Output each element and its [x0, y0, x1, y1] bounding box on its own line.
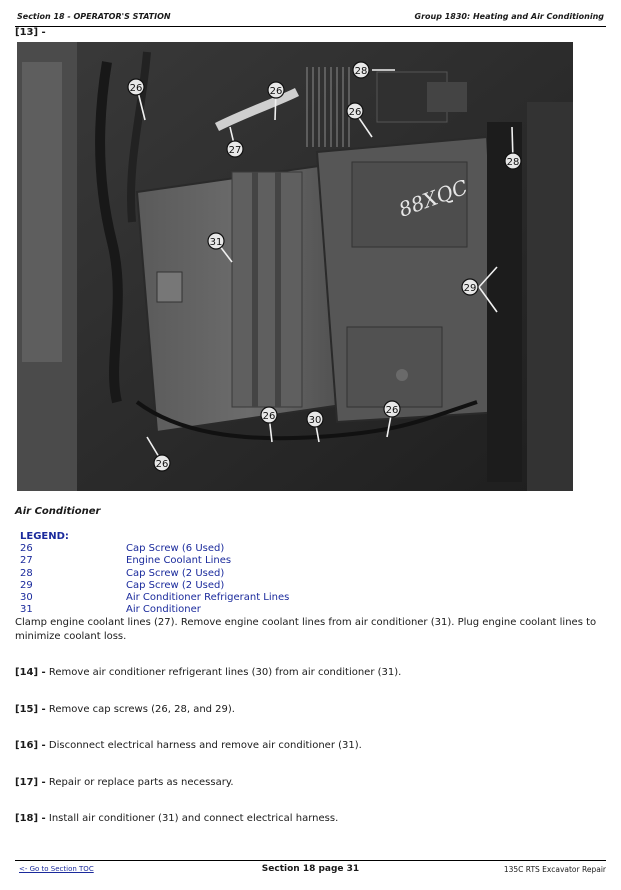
manual-title: 135C RTS Excavator Repair	[503, 865, 606, 874]
svg-text:26: 26	[385, 405, 399, 416]
callout-30	[307, 411, 323, 427]
callout-28-a	[353, 62, 369, 78]
step-14: [14] - Remove air conditioner refrigerant lines (30) from air conditioner (31).	[15, 667, 402, 678]
photo-illustration	[17, 42, 573, 491]
callout-31	[208, 233, 224, 249]
svg-text:26: 26	[348, 107, 362, 118]
legend-item: 26 Cap Screw (6 Used)	[20, 543, 225, 554]
legend	[20, 531, 289, 617]
callout-26-a	[128, 79, 144, 95]
page-number: Section 18 page 31	[261, 864, 360, 874]
callout-26-d	[261, 407, 277, 423]
page-footer	[15, 860, 606, 881]
step-16: [16] - Disconnect electrical harness and remove air conditioner (31).	[15, 740, 362, 751]
callout-26-f	[154, 455, 170, 471]
step-15: [15] - Remove cap screws (26, 28, and 29).	[15, 704, 235, 715]
intro-paragraph: Clamp engine coolant lines (27). Remove engine coolant lines from air conditioner (31). Plug engine coolant lines to minimize coolant loss.	[15, 617, 597, 642]
figure-title: Air Conditioner	[15, 506, 101, 517]
legend-item: 27 Engine Coolant Lines	[20, 555, 232, 567]
svg-text:29: 29	[463, 283, 477, 294]
legend-item: 30 Air Conditioner Refrigerant Lines	[20, 592, 290, 604]
legend-item: 31 Air Conditioner	[20, 604, 201, 616]
svg-text:28: 28	[506, 157, 520, 168]
callout-29	[462, 279, 478, 295]
group-title: Group 1830: Heating and Air Conditioning	[414, 12, 604, 21]
callout-26-b	[268, 82, 284, 98]
callout-28-b	[505, 153, 521, 169]
handwritten-marking: 88XQC	[395, 174, 471, 222]
svg-text:26: 26	[155, 459, 169, 470]
callout-27	[227, 141, 243, 157]
callout-26-c	[347, 103, 363, 119]
svg-text:27: 27	[228, 145, 242, 156]
legend-title: LEGEND:	[20, 531, 69, 542]
svg-text:26: 26	[129, 83, 143, 94]
section-title: Section 18 - OPERATOR'S STATION	[17, 12, 171, 21]
svg-text:28: 28	[354, 66, 368, 77]
step-18: [18] - Install air conditioner (31) and connect electrical harness.	[15, 813, 339, 824]
air-conditioner-photo	[17, 42, 573, 491]
page-header	[15, 10, 606, 27]
svg-text:30: 30	[308, 415, 322, 426]
legend-item: 28 Cap Screw (2 Used)	[20, 567, 225, 579]
section-toc-link[interactable]: <- Go to Section TOC	[19, 865, 94, 873]
step-17: [17] - Repair or replace parts as necessary.	[15, 777, 234, 788]
svg-text:26: 26	[269, 86, 283, 97]
svg-text:26: 26	[262, 411, 276, 422]
legend-item: 29 Cap Screw (2 Used)	[20, 579, 225, 591]
svg-text:31: 31	[209, 237, 223, 248]
step-13-number: [13] -	[15, 27, 46, 38]
callout-26-e	[384, 401, 400, 417]
